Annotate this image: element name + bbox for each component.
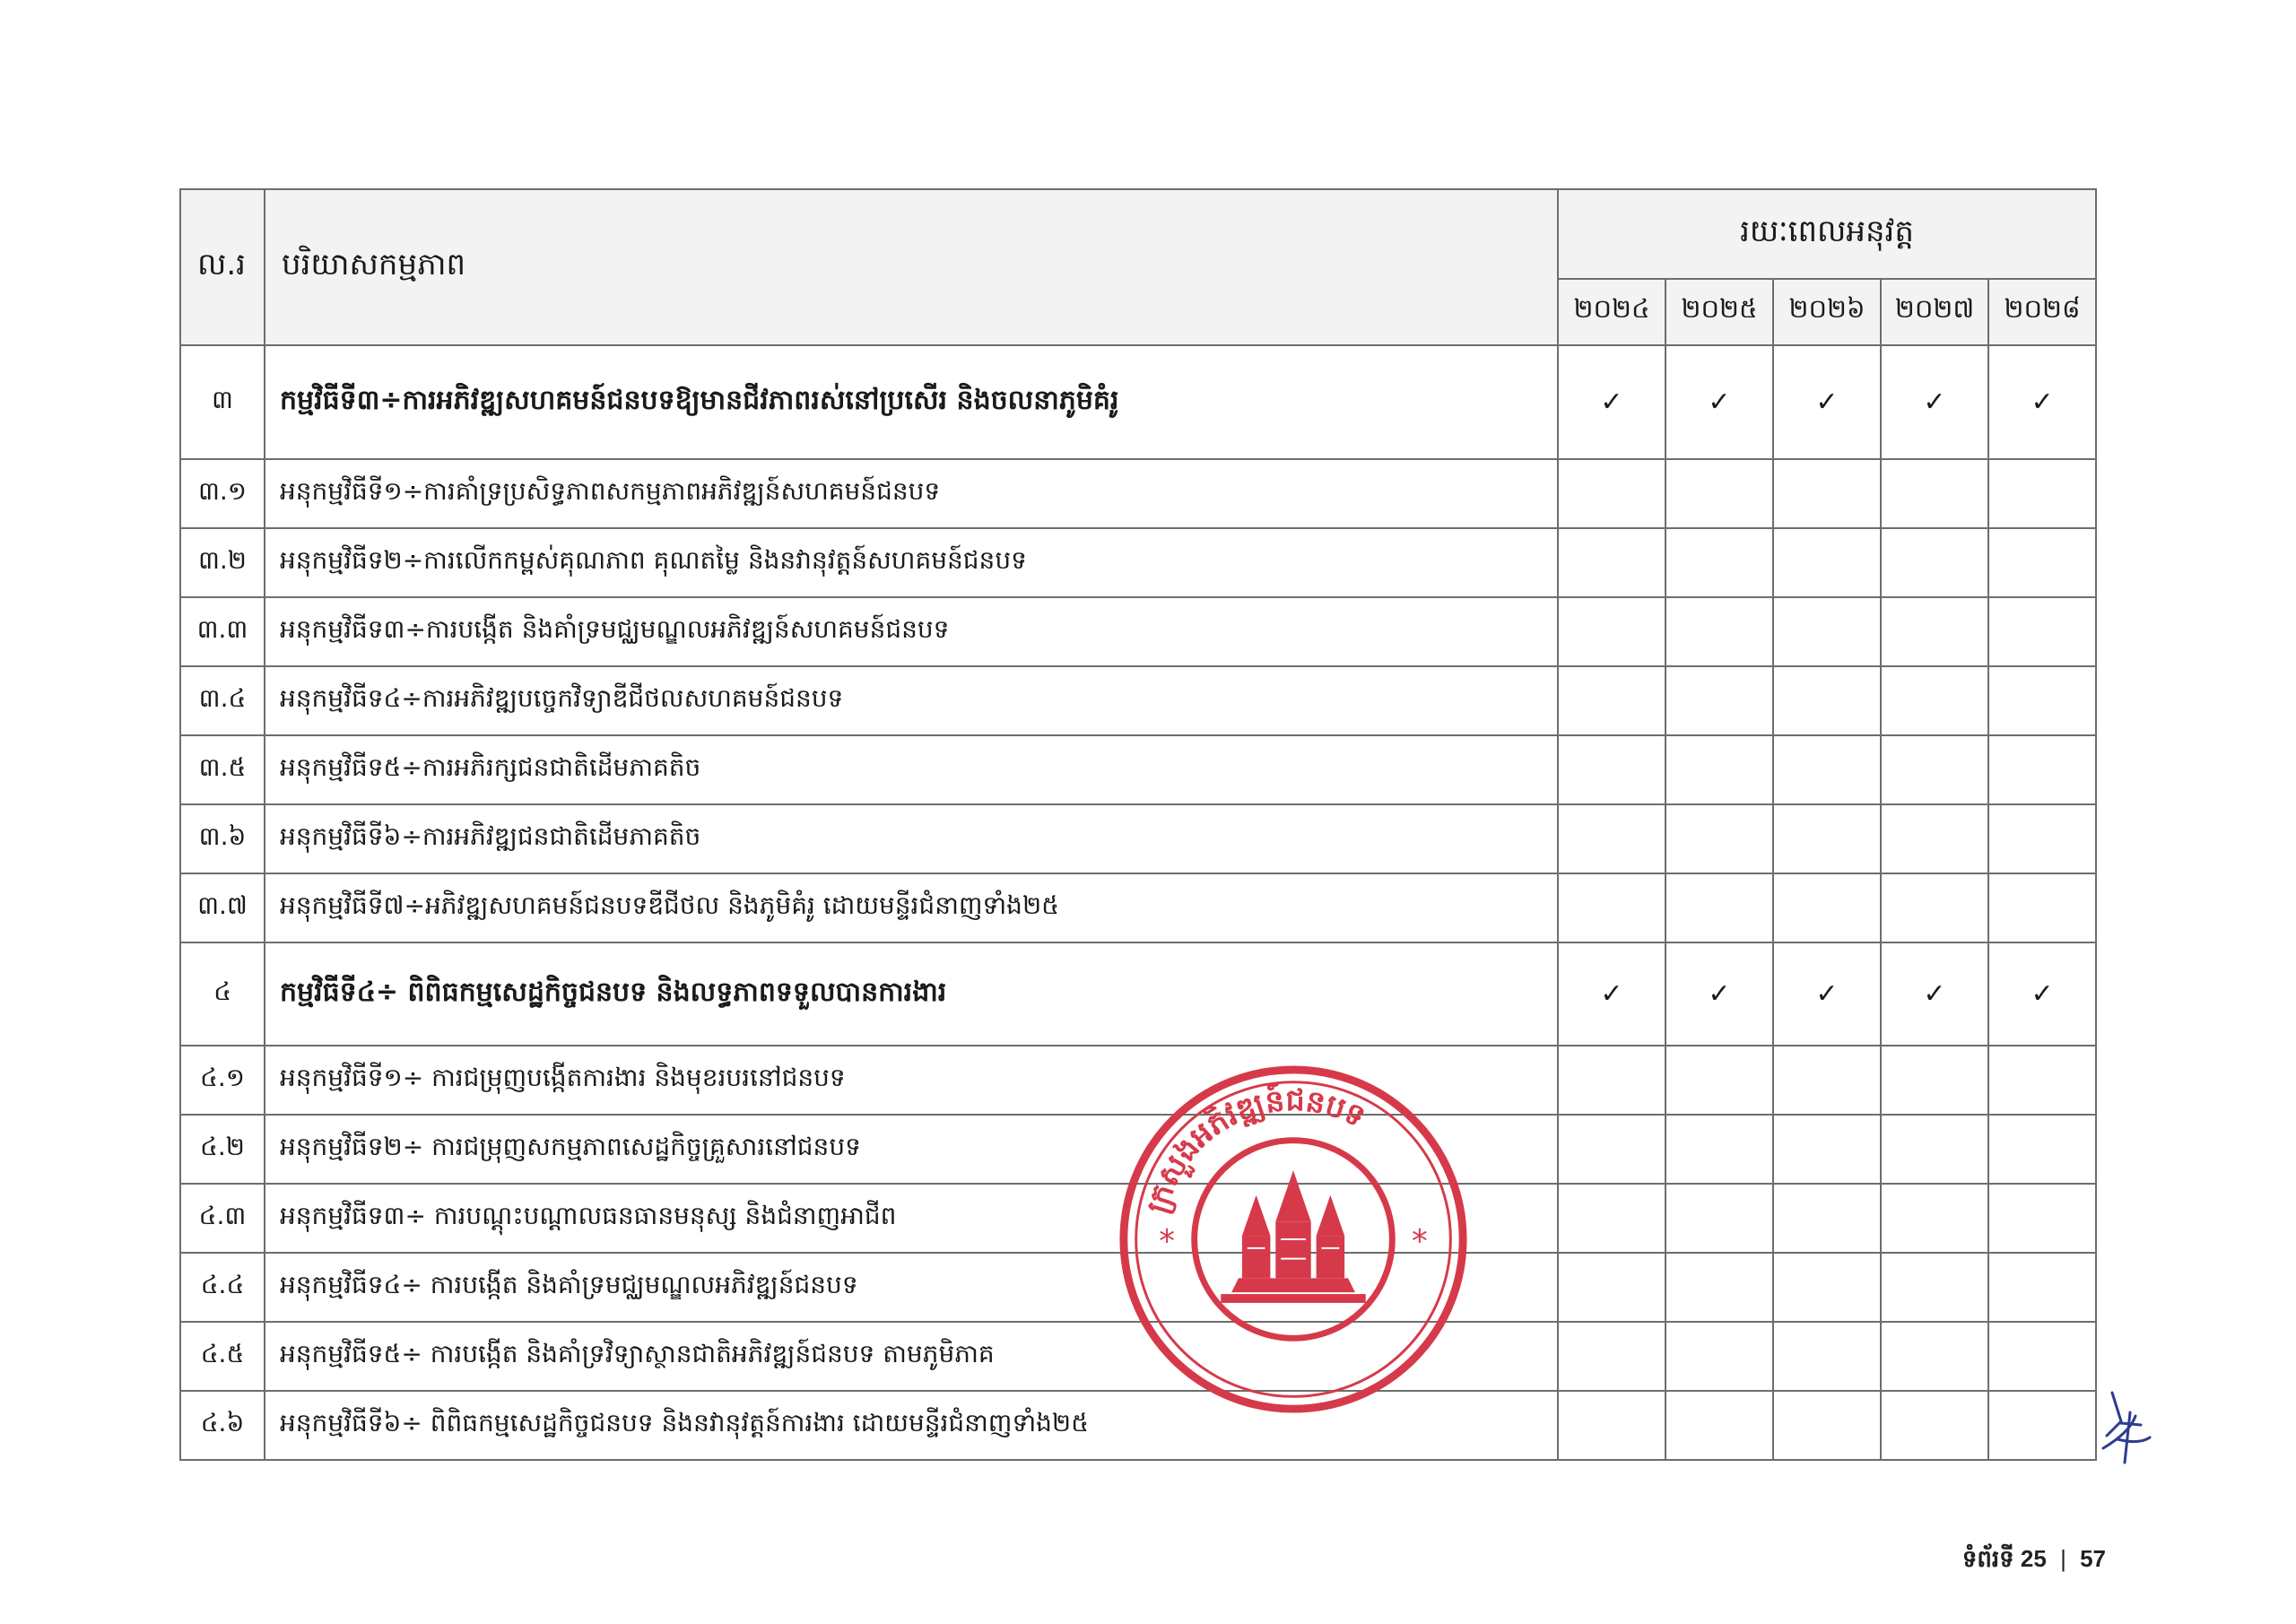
year-cell — [1665, 597, 1773, 666]
row-number: ៤.៣ — [180, 1184, 265, 1253]
year-cell — [1558, 873, 1665, 942]
activity-description: អនុកម្មវិធីទ២÷ ការជម្រុញសកម្មភាពសេដ្ឋកិច្ចគ្រួសារនៅជនបទ — [265, 1115, 1558, 1184]
year-cell — [1558, 1115, 1665, 1184]
year-check-mark: ✓ — [1665, 942, 1773, 1046]
year-cell — [1665, 873, 1773, 942]
year-cell — [1988, 459, 2096, 528]
header-year: ២០២៨ — [1988, 279, 2096, 345]
year-cell — [1773, 873, 1881, 942]
year-cell — [1558, 1391, 1665, 1460]
year-check-mark: ✓ — [1773, 942, 1881, 1046]
year-cell — [1988, 1046, 2096, 1115]
implementation-plan-table — [179, 188, 2097, 1461]
year-cell — [1558, 459, 1665, 528]
year-cell — [1665, 1322, 1773, 1391]
year-cell — [1988, 597, 2096, 666]
subprogram-row — [180, 873, 2096, 942]
year-cell — [1665, 1046, 1773, 1115]
year-check-mark: ✓ — [1558, 345, 1665, 459]
year-cell — [1773, 666, 1881, 735]
activity-description: អនុកម្មវិធីទ៥÷ការអភិរក្សជនជាតិដើមភាគតិច — [265, 735, 1558, 804]
year-check-mark: ✓ — [1988, 942, 2096, 1046]
subprogram-row — [180, 1115, 2096, 1184]
year-cell — [1988, 1322, 2096, 1391]
row-number: ៤.១ — [180, 1046, 265, 1115]
row-number: ៣.២ — [180, 528, 265, 597]
subprogram-row — [180, 1184, 2096, 1253]
year-cell — [1558, 666, 1665, 735]
activity-description: អនុកម្មវិធីទី៦÷ ពិពិធកម្មសេដ្ឋកិច្ចជនបទ និងនវានុវត្តន៍ការងារ ដោយមន្ទីរជំនាញទាំង២៥ — [265, 1391, 1558, 1460]
header-number: ល.រ — [180, 189, 265, 345]
row-number: ៤.៤ — [180, 1253, 265, 1322]
year-cell — [1881, 1046, 1988, 1115]
year-cell — [1988, 873, 2096, 942]
year-cell — [1881, 1184, 1988, 1253]
year-cell — [1988, 735, 2096, 804]
subprogram-row — [180, 1046, 2096, 1115]
handwritten-initials — [2094, 1385, 2166, 1466]
header-implementation-period: រយៈពេលអនុវត្ត — [1558, 189, 2096, 279]
year-cell — [1558, 1322, 1665, 1391]
row-number: ៣.៥ — [180, 735, 265, 804]
activity-description: អនុកម្មវិធីទ៤÷ ការបង្កើត និងគាំទ្រមជ្ឈមណ្ឌលអភិវឌ្ឍន៍ជនបទ — [265, 1253, 1558, 1322]
subprogram-row — [180, 1322, 2096, 1391]
year-cell — [1665, 1253, 1773, 1322]
year-cell — [1881, 873, 1988, 942]
row-number: ៤.៦ — [180, 1391, 265, 1460]
row-number: ៤ — [180, 942, 265, 1046]
year-cell — [1558, 1253, 1665, 1322]
year-cell — [1881, 735, 1988, 804]
header-year: ២០២៤ — [1558, 279, 1665, 345]
year-cell — [1665, 528, 1773, 597]
year-cell — [1773, 459, 1881, 528]
year-check-mark: ✓ — [1881, 942, 1988, 1046]
subprogram-row — [180, 459, 2096, 528]
year-cell — [1665, 1115, 1773, 1184]
activity-description: អនុកម្មវិធីទី១÷ការគាំទ្រប្រសិទ្ធភាពសកម្មភាពអភិវឌ្ឍន៍សហគមន៍ជនបទ — [265, 459, 1558, 528]
year-cell — [1773, 735, 1881, 804]
year-cell — [1881, 1253, 1988, 1322]
year-cell — [1773, 1115, 1881, 1184]
subprogram-row — [180, 666, 2096, 735]
year-cell — [1773, 597, 1881, 666]
activity-description: អនុកម្មវិធីទី១÷ ការជម្រុញបង្កើតការងារ និងមុខរបរនៅជនបទ — [265, 1046, 1558, 1115]
header-year: ២០២៥ — [1665, 279, 1773, 345]
subprogram-row — [180, 528, 2096, 597]
year-cell — [1881, 597, 1988, 666]
year-cell — [1665, 1391, 1773, 1460]
seal-text: ក្រសួងអភិវឌ្ឍន៍ជនបទ — [1139, 1082, 1371, 1218]
year-cell — [1881, 459, 1988, 528]
activity-description: អនុកម្មវិធីទ៣÷ការបង្កើត និងគាំទ្រមជ្ឈមណ្ឌលអភិវឌ្ឍន៍សហគមន៍ជនបទ — [265, 597, 1558, 666]
row-number: ៣.៦ — [180, 804, 265, 873]
year-cell — [1881, 804, 1988, 873]
page-label: ទំព័រទី — [1961, 1545, 2014, 1572]
program-row — [180, 942, 2096, 1046]
year-check-mark: ✓ — [1665, 345, 1773, 459]
program-row — [180, 345, 2096, 459]
year-cell — [1881, 1322, 1988, 1391]
year-cell — [1665, 804, 1773, 873]
header-year: ២០២៦ — [1773, 279, 1881, 345]
activity-description: អនុកម្មវិធីទី៦÷ការអភិវឌ្ឍជនជាតិដើមភាគតិច — [265, 804, 1558, 873]
year-cell — [1558, 804, 1665, 873]
activity-description: អនុកម្មវិធីទ៤÷ការអភិវឌ្ឍបច្ចេកវិទ្យាឌីជីថលសហគមន៍ជនបទ — [265, 666, 1558, 735]
year-cell — [1773, 804, 1881, 873]
year-cell — [1881, 1391, 1988, 1460]
row-number: ៤.២ — [180, 1115, 265, 1184]
year-cell — [1558, 1184, 1665, 1253]
row-number: ៣.៤ — [180, 666, 265, 735]
activity-description: អនុកម្មវិធីទ៥÷ ការបង្កើត និងគាំទ្រវិទ្យាស្ថានជាតិអភិវឌ្ឍន៍ជនបទ តាមភូមិភាគ — [265, 1322, 1558, 1391]
row-number: ៣.១ — [180, 459, 265, 528]
page-number: 25 — [2020, 1545, 2047, 1572]
year-cell — [1558, 528, 1665, 597]
year-check-mark: ✓ — [1988, 345, 2096, 459]
activity-description: អនុកម្មវិធីទី៧÷អភិវឌ្ឍសហគមន៍ជនបទឌីជីថល និងភូមិគំរូ ដោយមន្ទីរជំនាញទាំង២៥ — [265, 873, 1558, 942]
page-number-footer — [1962, 1544, 2106, 1578]
year-cell — [1773, 1253, 1881, 1322]
row-number: ៣ — [180, 345, 265, 459]
year-cell — [1988, 1391, 2096, 1460]
year-cell — [1558, 1046, 1665, 1115]
year-cell — [1988, 1184, 2096, 1253]
page-total: 57 — [2080, 1545, 2106, 1572]
year-cell — [1988, 528, 2096, 597]
row-number: ៣.៧ — [180, 873, 265, 942]
activity-description: កម្មវិធីទី៤÷ ពិពិធកម្មសេដ្ឋកិច្ចជនបទ និងលទ្ធភាពទទួលបានការងារ — [265, 942, 1558, 1046]
plan-table-container — [179, 188, 2096, 1461]
year-cell — [1988, 1115, 2096, 1184]
year-cell — [1773, 528, 1881, 597]
subprogram-row — [180, 804, 2096, 873]
row-number: ៣.៣ — [180, 597, 265, 666]
year-cell — [1881, 666, 1988, 735]
year-cell — [1558, 597, 1665, 666]
year-cell — [1988, 804, 2096, 873]
year-cell — [1773, 1391, 1881, 1460]
year-cell — [1773, 1046, 1881, 1115]
subprogram-row — [180, 1253, 2096, 1322]
subprogram-row — [180, 597, 2096, 666]
year-check-mark: ✓ — [1773, 345, 1881, 459]
year-cell — [1881, 1115, 1988, 1184]
subprogram-row — [180, 735, 2096, 804]
year-check-mark: ✓ — [1881, 345, 1988, 459]
year-cell — [1665, 666, 1773, 735]
svg-text:*: * — [1159, 1222, 1176, 1260]
svg-text:*: * — [1411, 1222, 1428, 1260]
row-number: ៤.៥ — [180, 1322, 265, 1391]
year-cell — [1558, 735, 1665, 804]
year-cell — [1665, 459, 1773, 528]
year-cell — [1773, 1322, 1881, 1391]
year-cell — [1881, 528, 1988, 597]
year-cell — [1988, 666, 2096, 735]
activity-description: អនុកម្មវិធីទ២÷ការលើកកម្ពស់គុណភាព គុណតម្លៃ និងនវានុវត្តន៍សហគមន៍ជនបទ — [265, 528, 1558, 597]
year-check-mark: ✓ — [1558, 942, 1665, 1046]
year-cell — [1773, 1184, 1881, 1253]
page-separator: | — [2060, 1545, 2066, 1572]
subprogram-row — [180, 1391, 2096, 1460]
header-year: ២០២៧ — [1881, 279, 1988, 345]
activity-description: អនុកម្មវិធីទ៣÷ ការបណ្តុះបណ្តាលធនធានមនុស្ស និងជំនាញអាជីព — [265, 1184, 1558, 1253]
activity-description: កម្មវិធីទី៣÷ការអភិវឌ្ឍសហគមន៍ជនបទឱ្យមានជីវភាពរស់នៅប្រសើរ និងចលនាភូមិគំរូ — [265, 345, 1558, 459]
year-cell — [1665, 735, 1773, 804]
header-activity: បរិយាសកម្មភាព — [265, 189, 1558, 345]
year-cell — [1665, 1184, 1773, 1253]
year-cell — [1988, 1253, 2096, 1322]
